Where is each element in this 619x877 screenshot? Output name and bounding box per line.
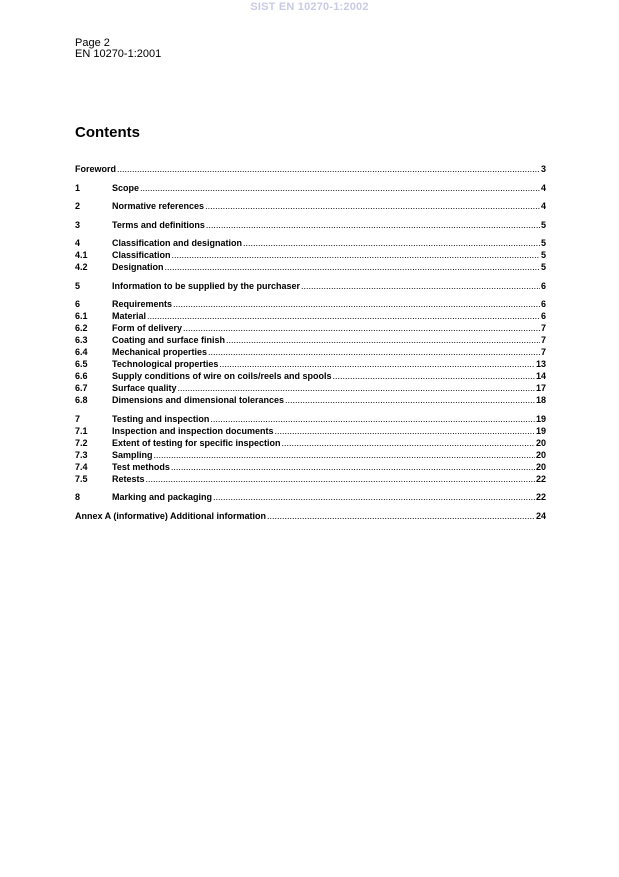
toc-entry-page: 4 bbox=[540, 182, 546, 193]
toc-entry[interactable] bbox=[75, 200, 546, 212]
toc-dot-leader bbox=[173, 298, 540, 310]
toc-entry-page: 19 bbox=[535, 425, 546, 436]
toc-entry-label: Supply conditions of wire on coils/reels and spools bbox=[112, 371, 332, 381]
toc-entry-page: 19 bbox=[535, 413, 546, 424]
toc-entry[interactable] bbox=[75, 370, 546, 382]
toc-entry-number: 7.2 bbox=[75, 437, 88, 448]
toc-dot-leader bbox=[208, 346, 540, 358]
toc-entry-number: 8 bbox=[75, 492, 81, 502]
toc-entry-page: 5 bbox=[540, 262, 546, 272]
toc-dot-leader bbox=[206, 219, 540, 231]
toc-entry[interactable] bbox=[75, 473, 546, 485]
toc-entry[interactable] bbox=[75, 413, 546, 425]
toc-entry-label: Annex A (informative) Additional information bbox=[75, 510, 266, 521]
toc-entry-label: Testing and inspection bbox=[112, 413, 210, 424]
toc-dot-leader bbox=[147, 310, 540, 322]
toc-entry-number: 6.1 bbox=[75, 311, 88, 321]
toc-dot-leader bbox=[205, 200, 540, 212]
toc-dot-leader bbox=[117, 163, 540, 175]
toc-entry[interactable] bbox=[75, 382, 546, 394]
toc-dot-leader bbox=[285, 394, 535, 406]
toc-entry-label: Classification bbox=[112, 250, 171, 260]
toc-entry[interactable] bbox=[75, 163, 546, 175]
toc-entry-page: 4 bbox=[540, 201, 546, 211]
toc-dot-leader bbox=[154, 449, 535, 461]
toc-entry-number: 7.3 bbox=[75, 449, 88, 460]
toc-dot-leader bbox=[178, 382, 535, 394]
toc-entry-label: Dimensions and dimensional tolerances bbox=[112, 395, 285, 405]
toc-dot-leader bbox=[226, 334, 540, 346]
toc-entry-page: 7 bbox=[540, 347, 546, 357]
toc-entry-label: Inspection and inspection documents bbox=[112, 425, 274, 436]
toc-entry[interactable] bbox=[75, 461, 546, 473]
toc-entry-number: 6.7 bbox=[75, 383, 88, 393]
toc-entry-number: 6.8 bbox=[75, 395, 88, 405]
toc-entry-page: 6 bbox=[540, 280, 546, 291]
toc-dot-leader bbox=[165, 261, 540, 273]
toc-entry[interactable] bbox=[75, 334, 546, 346]
toc-entry[interactable] bbox=[75, 219, 546, 231]
toc-entry-label: Marking and packaging bbox=[112, 492, 213, 502]
toc-entry-number: 6.2 bbox=[75, 323, 88, 333]
toc-entry-label: Material bbox=[112, 311, 147, 321]
toc-dot-leader bbox=[171, 461, 535, 473]
toc-entry-page: 5 bbox=[540, 250, 546, 260]
page-number: Page 2 bbox=[75, 37, 110, 49]
toc-entry-page: 22 bbox=[535, 473, 546, 484]
toc-entry-label: Sampling bbox=[112, 449, 153, 460]
toc-entry-label: Retests bbox=[112, 473, 145, 484]
toc-entry[interactable] bbox=[75, 394, 546, 406]
toc-entry-number: 6.5 bbox=[75, 359, 88, 369]
toc-dot-leader bbox=[140, 182, 540, 194]
toc-dot-leader bbox=[183, 322, 540, 334]
toc-entry-page: 6 bbox=[540, 299, 546, 309]
toc-entry-page: 24 bbox=[535, 510, 546, 521]
toc-entry-number: 5 bbox=[75, 280, 81, 291]
toc-entry-number: 4.1 bbox=[75, 250, 88, 260]
table-of-contents bbox=[75, 163, 546, 522]
toc-entry-page: 5 bbox=[540, 219, 546, 230]
toc-dot-leader bbox=[333, 370, 535, 382]
toc-entry[interactable] bbox=[75, 491, 546, 503]
toc-entry-number: 6.6 bbox=[75, 371, 88, 381]
toc-entry-label: Normative references bbox=[112, 201, 205, 211]
toc-entry-label: Technological properties bbox=[112, 359, 219, 369]
toc-entry-page: 18 bbox=[535, 395, 546, 405]
toc-dot-leader bbox=[243, 237, 540, 249]
document-id: EN 10270-1:2001 bbox=[75, 48, 162, 60]
toc-entry-page: 17 bbox=[535, 383, 546, 393]
toc-entry[interactable] bbox=[75, 237, 546, 249]
toc-entry-number: 7 bbox=[75, 413, 81, 424]
toc-dot-leader bbox=[301, 280, 540, 292]
toc-entry[interactable] bbox=[75, 425, 546, 437]
toc-dot-leader bbox=[275, 425, 535, 437]
toc-entry-label: Surface quality bbox=[112, 383, 177, 393]
toc-entry-page: 6 bbox=[540, 311, 546, 321]
toc-dot-leader bbox=[210, 413, 535, 425]
toc-entry-label: Classification and designation bbox=[112, 238, 243, 248]
toc-entry-number: 7.4 bbox=[75, 461, 88, 472]
toc-entry-page: 13 bbox=[535, 359, 546, 369]
toc-entry-number: 7.5 bbox=[75, 473, 88, 484]
toc-entry-page: 20 bbox=[535, 437, 546, 448]
toc-entry-page: 3 bbox=[540, 164, 546, 174]
contents-title: Contents bbox=[75, 124, 140, 141]
toc-entry-number: 4 bbox=[75, 238, 81, 248]
toc-entry[interactable] bbox=[75, 249, 546, 261]
toc-entry-label: Requirements bbox=[112, 299, 173, 309]
toc-entry-label: Test methods bbox=[112, 461, 170, 472]
toc-entry-page: 14 bbox=[535, 371, 546, 381]
toc-entry-page: 7 bbox=[540, 335, 546, 345]
toc-entry-label: Extent of testing for specific inspection bbox=[112, 437, 281, 448]
toc-dot-leader bbox=[213, 491, 535, 503]
toc-entry-label: Terms and definitions bbox=[112, 219, 205, 230]
toc-entry-label: Coating and surface finish bbox=[112, 335, 226, 345]
toc-entry-page: 5 bbox=[540, 238, 546, 248]
toc-entry[interactable] bbox=[75, 449, 546, 461]
toc-entry-label: Scope bbox=[112, 182, 140, 193]
toc-entry-number: 2 bbox=[75, 201, 81, 211]
toc-entry-label: Information to be supplied by the purchaser bbox=[112, 280, 301, 291]
toc-entry-label: Mechanical properties bbox=[112, 347, 208, 357]
toc-entry-page: 22 bbox=[535, 492, 546, 502]
toc-entry-number: 1 bbox=[75, 182, 81, 193]
toc-entry[interactable] bbox=[75, 346, 546, 358]
toc-dot-leader bbox=[267, 510, 535, 522]
toc-entry-number: 6 bbox=[75, 299, 81, 309]
toc-entry-page: 20 bbox=[535, 449, 546, 460]
toc-entry-page: 20 bbox=[535, 461, 546, 472]
toc-entry[interactable] bbox=[75, 261, 546, 273]
toc-dot-leader bbox=[219, 358, 535, 370]
toc-dot-leader bbox=[146, 473, 535, 485]
toc-entry-page: 7 bbox=[540, 323, 546, 333]
toc-entry-number: 4.2 bbox=[75, 262, 88, 272]
toc-dot-leader bbox=[282, 437, 535, 449]
toc-entry-label: Foreword bbox=[75, 164, 117, 174]
toc-entry-number: 6.3 bbox=[75, 335, 88, 345]
toc-entry[interactable] bbox=[75, 322, 546, 334]
watermark: SIST EN 10270-1:2002 bbox=[250, 1, 369, 13]
toc-entry-label: Form of delivery bbox=[112, 323, 183, 333]
toc-entry[interactable] bbox=[75, 280, 546, 292]
toc-entry[interactable] bbox=[75, 437, 546, 449]
toc-entry-number: 6.4 bbox=[75, 347, 88, 357]
toc-entry[interactable] bbox=[75, 310, 546, 322]
toc-entry-number: 7.1 bbox=[75, 425, 88, 436]
toc-entry-label: Designation bbox=[112, 262, 164, 272]
toc-entry[interactable] bbox=[75, 182, 546, 194]
toc-entry[interactable] bbox=[75, 358, 546, 370]
toc-dot-leader bbox=[172, 249, 540, 261]
toc-entry-number: 3 bbox=[75, 219, 81, 230]
toc-entry[interactable] bbox=[75, 510, 546, 522]
toc-entry[interactable] bbox=[75, 298, 546, 310]
